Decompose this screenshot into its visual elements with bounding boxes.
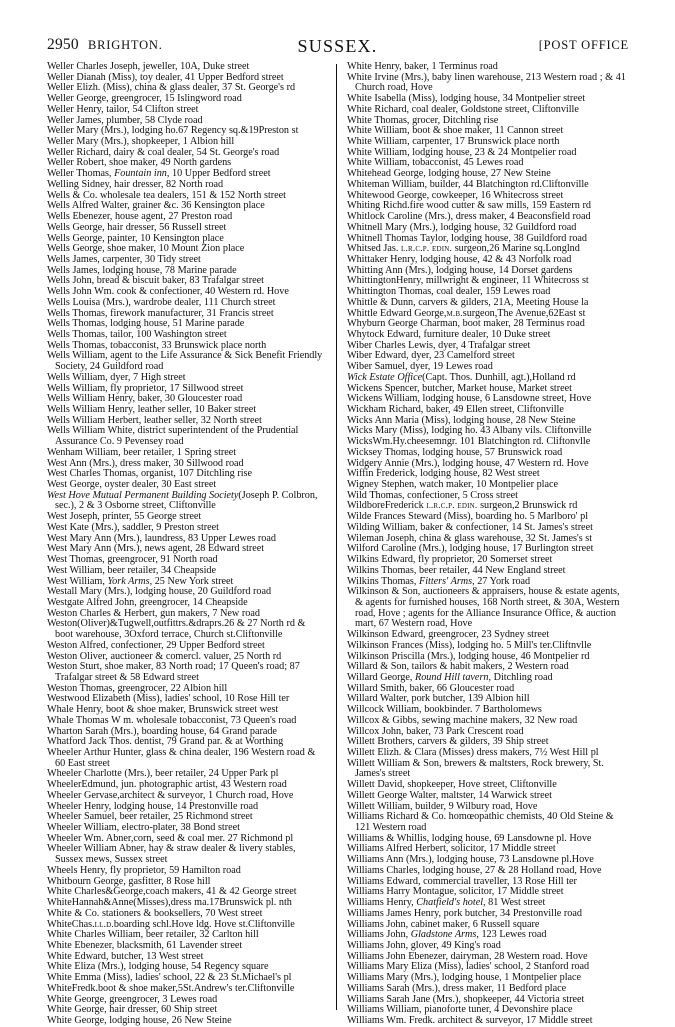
section-marker: [POST OFFICE <box>538 38 629 52</box>
directory-entry: White Henry, baker, 1 Terminus road <box>347 61 498 72</box>
directory-entry: Wickens Spencer, butcher, Market house, Market street <box>347 382 572 394</box>
directory-entry: Westgate Alfred John, greengrocer, 14 Cheapside <box>47 596 248 608</box>
directory-entry: Williams Sarah (Mrs.), dress maker, 11 Bedford place <box>347 982 567 994</box>
directory-entry: Wells Alfred Walter, grainer &c. 36 Kensington place <box>47 200 265 212</box>
directory-entry: Whittle & Dunn, carvers & gilders, 21A, Meeting House la <box>347 296 589 308</box>
directory-entry: Whale Thomas W m. wholesale tobacconist, 73 Queen's road <box>47 714 297 726</box>
directory-entry: WhiteFredk.boot & shoe maker,5St.Andrew's ter.Cliftonville <box>47 982 295 994</box>
directory-entry: White George, lodging house, 26 New Steine <box>47 1014 232 1026</box>
directory-entry: Wilkinson Priscilla (Mrs.), lodging house, 46 Montpelier rd <box>347 650 590 662</box>
directory-entry: Wiber Edward, dyer, 23 Camelford street <box>347 350 515 362</box>
directory-entry: White George, hair dresser, 60 Ship street <box>47 1004 218 1016</box>
directory-entry: Whittle Edward George,m.b.surgeon,The Avenue,62East st <box>347 307 586 319</box>
directory-entry: Weston(Oliver)&Tugwell,outfittrs.&draprs.26 & 27 North rd & boot warehouse, 3Oxford terrace, Church st.Cliftonville <box>47 618 306 641</box>
directory-entry: WhiteHannah&Anne(Misses),dress ma.17Brunswick pl. nth <box>47 897 292 909</box>
directory-entry: Wicks Ann Maria (Miss), lodging house, 28 New Steine <box>347 414 576 426</box>
directory-entry: Wilford Caroline (Mrs.), lodging house, 17 Burlington street <box>347 543 594 555</box>
directory-entry: Weller Henry, tailor, 54 Clifton street <box>47 103 199 115</box>
directory-entry: West William, beer retailer, 34 Cheapside <box>47 564 217 576</box>
directory-entry: Weller George, greengrocer, 15 Islingword road <box>47 93 242 105</box>
directory-entry: Wheeler Henry, lodging house, 14 Prestonville road <box>47 800 259 812</box>
directory-entry: West George, oyster dealer, 30 East street <box>47 479 217 491</box>
directory-entry: Wilkins Thomas, beer retailer, 44 New England street <box>347 564 566 576</box>
directory-entry: Wells Thomas, tobacconist, 33 Brunswick place north <box>47 339 267 351</box>
directory-entry: White & Co. stationers & booksellers, 70 West street <box>47 907 263 919</box>
directory-entry: White Emma (Miss), ladies' school, 22 & 23 St.Michael's pl <box>47 972 292 984</box>
directory-entry: Welling Sidney, hair dresser, 82 North road <box>47 178 224 190</box>
directory-entry: Weston Oliver, auctioneer & comercl. valuer, 25 North rd <box>47 650 282 662</box>
directory-entry: Whatford Jack Thos. dentist, 79 Grand par. & at Worthing <box>47 736 284 748</box>
directory-entry: Willard Smith, baker, 66 Gloucester road <box>347 682 515 694</box>
directory-entry: Willcox John, baker, 73 Park Crescent road <box>347 725 524 737</box>
directory-entry: Weller Thomas, Fountain inn, 10 Upper Bedford street <box>47 168 271 180</box>
directory-entry: Weller Mary (Mrs.), shopkeeper, 1 Albion hill <box>47 136 235 148</box>
directory-entry: Weller Mary (Mrs.), lodging ho.67 Regency sq.&19Preston st <box>47 125 299 137</box>
directory-entry: Williams Mary (Mrs.), lodging house, 1 Montpelier place <box>347 972 582 984</box>
directory-entry: Wheeler William, electro-plater, 38 Bond street <box>47 822 240 834</box>
county-name: SUSSEX. <box>297 36 378 56</box>
directory-entry: White William, carpenter, 17 Brunswick place north <box>347 136 560 148</box>
directory-entry: Wicks Mary (Miss), lodging ho. 43 Albany vils. Cliftonville <box>347 425 592 437</box>
directory-entry: Wick Estate Office(Capt. Thos. Dunhill, agt.),Holland rd <box>347 371 576 383</box>
directory-entry: Wells George, hair dresser, 56 Russell street <box>47 221 227 233</box>
directory-entry: Whale Henry, boot & shoe maker, Brunswick street west <box>47 704 279 716</box>
directory-entry: Williams James Henry, pork butcher, 34 Prestonville road <box>347 907 582 919</box>
directory-entry: White Edward, butcher, 13 West street <box>47 950 204 962</box>
directory-entry: Westwood Elizabeth (Miss), ladies' school, 10 Rose Hill ter <box>47 693 290 705</box>
directory-entry: Willett David, shopkeeper, Hove street, Cliftonville <box>347 779 557 791</box>
directory-entry: WhiteChas.ll.d.boarding schl.Hove ldg. Hove st.Cliftonville <box>47 918 295 930</box>
directory-entry: Weller Robert, shoe maker, 49 North gardens <box>47 157 232 169</box>
directory-entry: Whitewood George, cowkeeper, 16 Whitecross street <box>347 189 564 201</box>
directory-entry: White Ebenezer, blacksmith, 61 Lavender street <box>47 939 243 951</box>
directory-entry: West Ann (Mrs.), dress maker, 30 Sillwood road <box>47 457 244 469</box>
directory-entry: West Mary Ann (Mrs.), news agent, 28 Edward street <box>47 543 265 555</box>
directory-entry: Wells Thomas, tailor, 100 Washington street <box>47 328 227 340</box>
directory-entry: Willard George, Round Hill tavern, Ditchling road <box>347 671 553 683</box>
directory-entry: White William, lodging house, 23 & 24 Montpelier road <box>347 146 577 158</box>
directory-entry: Wells George, shoe maker, 10 Mount Zion place <box>47 243 245 255</box>
directory-entry: Wild Thomas, confectioner, 5 Cross street <box>347 489 518 501</box>
directory-entry: Wheeler Gervase,architect & surveyor, 1 Church road, Hove <box>47 789 294 801</box>
directory-entry: Wells William White, district superintendent of the Prudential Assurance Co. 9 Pevensey road <box>47 425 299 448</box>
directory-entry: Wickens William, lodging house, 6 Lansdowne street, Hove <box>347 393 592 405</box>
directory-entry: West Mary Ann (Mrs.), laundress, 83 Upper Lewes road <box>47 532 276 544</box>
place-name: BRIGHTON. <box>88 38 163 52</box>
directory-entry: Wheeler William Abner, hay & straw dealer & livery stables, Sussex mews, Sussex street <box>47 843 296 866</box>
directory-entry: Williams Richard & Co. homœopathic chemists, 40 Old Steine & 121 Western road <box>347 811 614 834</box>
directory-entry: White Thomas, grocer, Ditchling rise <box>347 114 499 126</box>
directory-entry: Wicksey Thomas, lodging house, 57 Brunswick road <box>347 446 563 458</box>
directory-entry: Wells George, painter, 10 Kensington place <box>47 232 224 244</box>
directory-entry: Wheeler Samuel, beer retailer, 25 Richmond street <box>47 811 253 823</box>
directory-entry: Williams John, Gladstone Arms, 123 Lewes road <box>347 929 547 941</box>
directory-entry: Whitnell Mary (Mrs.), lodging house, 32 Guildford road <box>347 221 577 233</box>
directory-entry: Wells & Co. wholesale tea dealers, 151 & 152 North street <box>47 189 286 201</box>
directory-entry: Wiffin Frederick, lodging house, 82 West street <box>347 468 540 480</box>
directory-entry: White Charles&George,coach makers, 41 & 42 George street <box>47 886 297 898</box>
directory-entry: Wells John Wm. cook & confectioner, 40 Western rd. Hove <box>47 286 289 298</box>
directory-entry: Weller Richard, dairy & coal dealer, 54 St. George's road <box>47 146 280 158</box>
directory-entry: White Richard, coal dealer, Goldstone street, Cliftonville <box>347 103 579 115</box>
directory-entry: Wells William, dyer, 7 High street <box>47 371 186 383</box>
directory-entry: Wiber Charles Lewis, dyer, 4 Trafalgar street <box>347 339 531 351</box>
directory-entry: Whitehead George, lodging house, 27 New Steine <box>347 168 551 180</box>
directory-entry: Willett William, builder, 9 Wilbury road, Hove <box>347 800 538 812</box>
directory-entry: Wickham Richard, baker, 49 Ellen street, Cliftonville <box>347 404 564 415</box>
directory-entry: Wheeler Wm. Abner,corn, seed & coal mer. 27 Richmond pl <box>47 832 294 844</box>
directory-entry: Wheels Henry, fly proprietor, 59 Hamilton road <box>47 864 241 876</box>
directory-entry: Willcock William, bookbinder. 7 Bartholomews <box>347 704 542 716</box>
directory-entry: Whitbourn George, gasfitter, 8 Rose hill <box>47 875 211 887</box>
directory-entry: Whiteman William, builder, 44 Blatchington rd.Cliftonville <box>347 178 589 190</box>
directory-entry: Wells Ebenezer, house agent, 27 Preston road <box>47 211 233 223</box>
body-columns <box>47 62 637 1027</box>
directory-entry: Willcox & Gibbs, sewing machine makers, 32 New road <box>347 714 578 726</box>
directory-entry: Wiber Samuel, dyer, 19 Lewes road <box>347 361 493 373</box>
directory-entry: White Irvine (Mrs.), baby linen warehouse, 213 Western road ; & 41 Church road, Hove <box>347 71 626 94</box>
directory-entry: Williams William, pianoforte tuner, 4 Devonshire place <box>347 1004 573 1016</box>
directory-entry: Williams Sarah Jane (Mrs.), shopkeeper, 44 Victoria street <box>347 993 585 1005</box>
directory-entry: Weller Elizh. (Miss), china & glass dealer, 37 St. George's rd <box>47 82 296 94</box>
directory-entry: Wells William Henry, leather seller, 10 Baker street <box>47 404 257 415</box>
directory-entry: Weller Charles Joseph, jeweller, 10A, Duke street <box>47 61 250 72</box>
directory-entry: Wells William Henry, baker, 30 Gloucester road <box>47 393 243 405</box>
directory-entry: Willett Brothers, carvers & gilders, 39 Ship street <box>347 736 549 748</box>
directory-entry: West Charles Thomas, organist, 107 Ditchling rise <box>47 468 252 480</box>
directory-entry: Wilkinson Frances (Miss), lodging ho. 5 Mill's ter.Cliftnvlle <box>347 639 592 651</box>
directory-entry: Whyburn George Charman, boot maker, 28 Terminus road <box>347 318 585 330</box>
directory-entry: Williams John, glover, 49 King's road <box>347 939 501 951</box>
directory-entry: Westall Mary (Mrs.), lodging house, 20 Guildford road <box>47 586 272 598</box>
directory-entry: Williams Charles, lodging house, 27 & 28 Holland road, Hove <box>347 864 602 876</box>
directory-entry: Williams Alfred Herbert, solicitor, 17 Middle street <box>347 843 556 855</box>
directory-entry: Wells Thomas, lodging house, 51 Marine parade <box>47 318 245 330</box>
directory-entry: Williams & Whillis, lodging house, 69 Lansdowne pl. Hove <box>347 832 592 844</box>
directory-entry: Weller James, plumber, 58 Clyde road <box>47 114 203 126</box>
column-divider <box>336 64 337 1010</box>
directory-entry: White William, boot & shoe maker, 11 Cannon street <box>347 125 564 137</box>
directory-entry: Wells William Herbert, leather seller, 32 North street <box>47 414 262 426</box>
column-right <box>347 62 630 1027</box>
directory-entry: White George, greengrocer, 3 Lewes road <box>47 993 218 1005</box>
directory-entry: Whiting Richd.fire wood cutter & saw mills, 159 Eastern rd <box>347 200 591 212</box>
directory-entry: Wells Louisa (Mrs.), wardrobe dealer, 111 Church street <box>47 296 276 308</box>
directory-entry: West Joseph, printer, 55 George street <box>47 511 202 523</box>
directory-entry: Wells William, agent to the Life Assurance & Sick Benefit Friendly Society, 24 Guildford road <box>47 350 323 373</box>
directory-entry: Whittington Thomas, coal dealer, 159 Lewes road <box>347 286 551 298</box>
directory-entry: Williams Harry Montague, solicitor, 17 Middle street <box>347 886 564 898</box>
directory-entry: WicksWm.Hy.cheesemngr. 101 Blatchington rd. Cliftonvlle <box>347 436 591 448</box>
page-number: 2950 <box>47 36 79 53</box>
directory-entry: Wileman Joseph, china & glass warehouse, 32 St. James's st <box>347 532 593 544</box>
directory-entry: Whitting Ann (Mrs.), lodging house, 14 Dorset gardens <box>347 264 573 276</box>
directory-entry: WildboreFrederick l.r.c.p. edin. surgeon,2 Brunswick rd <box>347 500 578 512</box>
directory-entry: Williams Henry, Chatfield's hotel, 81 West street <box>347 897 546 909</box>
directory-entry: Wells Thomas, firework manufacturer, 31 Francis street <box>47 307 274 319</box>
directory-entry: Wilkinson Edward, greengrocer, 23 Sydney street <box>347 629 550 641</box>
directory-entry: West Thomas, greengrocer, 91 North road <box>47 554 218 566</box>
directory-entry: Wilkins Edward, fly proprietor, 20 Somerset street <box>347 554 553 566</box>
directory-entry: Willard Walter, pork butcher, 139 Albion hill <box>347 693 530 705</box>
directory-entry: White Isabella (Miss), lodging house, 34 Montpelier street <box>347 93 586 105</box>
directory-entry: Widgery Annie (Mrs.), lodging house, 47 Western rd. Hove <box>347 457 589 469</box>
directory-entry: Wheeler Arthur Hunter, glass & china dealer, 196 Western road & 60 East street <box>47 747 316 769</box>
directory-entry: West William, York Arms, 25 New York street <box>47 575 234 587</box>
directory-entry: West Hove Mutual Permanent Building Society(Joseph P. Colbron, sec.), 2 & 3 Osborne street, Cliftonville <box>47 489 318 512</box>
directory-entry: Williams Edward, commercial traveller, 13 Rose Hill ter <box>347 875 577 887</box>
directory-entry: Weston Sturt, shoe maker, 83 North road; 17 Queen's road; 87 Trafalgar street & 58 Edward street <box>47 661 300 683</box>
directory-entry: Wilkinson & Son, auctioneers & appraisers, house & estate agents, & agents for furnished houses, 168 North street, & 30A, Western road, Hove ; agents for the Alliance Insurance Office, & auction mart, 67 Western road, Hove <box>347 586 620 630</box>
directory-entry: Wigney Stephen, watch maker, 10 Montpelier place <box>347 479 558 491</box>
directory-entry: Wells James, carpenter, 30 Tidy street <box>47 253 201 265</box>
directory-entry: WhittingtonHenry, millwright & engineer, 11 Whitecross st <box>347 275 589 287</box>
directory-entry: White William, tobacconist, 45 Lewes road <box>347 157 524 169</box>
directory-entry: Whittaker Henry, lodging house, 42 & 43 Norfolk road <box>347 253 572 265</box>
directory-entry: Williams Wm. Fredk. architect & surveyor, 17 Middle street <box>347 1014 593 1026</box>
directory-entry: White Eliza (Mrs.), lodging house, 54 Regency square <box>47 961 269 973</box>
directory-entry: Wharton Sarah (Mrs.), boarding house, 64 Grand parade <box>47 725 277 737</box>
directory-entry: Williams John Ebenezer, dairyman, 28 Western road. Hove <box>347 950 588 962</box>
directory-entry: Weston Charles & Herbert, gun makers, 7 New road <box>47 607 260 619</box>
directory-entry: Wilde Frances Steward (Miss), boarding ho. 5 Marlboro' pl <box>347 511 589 523</box>
directory-entry: Whitnell Thomas Taylor, lodging house, 38 Guildford road <box>347 232 587 244</box>
directory-entry: Willett George Walter, maltster, 14 Warwick street <box>347 789 552 801</box>
directory-entry: Wells John, bread & biscuit baker, 83 Trafalgar street <box>47 275 264 287</box>
directory-entry: Wells James, lodging house, 78 Marine parade <box>47 264 237 276</box>
directory-entry: Williams Mary Eliza (Miss), ladies' school, 2 Stanford road <box>347 961 590 973</box>
directory-entry: Wheeler Charlotte (Mrs.), beer retailer, 24 Upper Park pl <box>47 768 279 780</box>
directory-entry: Williams Ann (Mrs.), lodging house, 73 Lansdowne pl.Hove <box>347 854 594 866</box>
column-left <box>47 62 330 1027</box>
directory-entry: Whitsed Jas. l.r.c.p. edin. surgeon,26 Marine sq.Longlnd <box>347 243 580 255</box>
directory-entry: Willett Elizh. & Clara (Misses) dress makers, 7½ West Hill pl <box>347 747 599 758</box>
directory-entry: Weston Alfred, confectioner, 29 Upper Bedford street <box>47 639 265 651</box>
directory-entry: Willett William & Son, brewers & maltsters, Rock brewery, St. James's street <box>347 757 604 780</box>
directory-entry: Whitlock Caroline (Mrs.), dress maker, 4 Beaconsfield road <box>347 211 591 223</box>
directory-entry: Williams John, cabinet maker, 6 Russell square <box>347 918 540 930</box>
directory-entry: West Kate (Mrs.), saddler, 9 Preston street <box>47 521 219 533</box>
directory-entry: Weston Thomas, greengrocer, 22 Albion hill <box>47 682 228 694</box>
directory-entry: Wells William, fly proprietor, 17 Sillwood street <box>47 382 244 394</box>
directory-entry: Weller Dianah (Miss), toy dealer, 41 Upper Bedford street <box>47 71 284 83</box>
directory-entry: Willard & Son, tailors & habit makers, 2 Western road <box>347 661 569 673</box>
directory-entry: Wenham William, beer retailer, 1 Spring street <box>47 446 237 458</box>
directory-entry: Wilkins Thomas, Fitters' Arms, 27 York road <box>347 575 531 587</box>
directory-entry: White Charles William, beer retailer, 32 Carlton hill <box>47 929 259 941</box>
directory-entry: WheelerEdmund, jun. photographic artist, 43 Western road <box>47 779 287 791</box>
running-head <box>0 36 675 60</box>
directory-entry: Whytock Edward, furniture dealer, 10 Duke street <box>347 328 551 340</box>
directory-entry: Wilding William, baker & confectioner, 14 St. James's street <box>347 521 593 533</box>
